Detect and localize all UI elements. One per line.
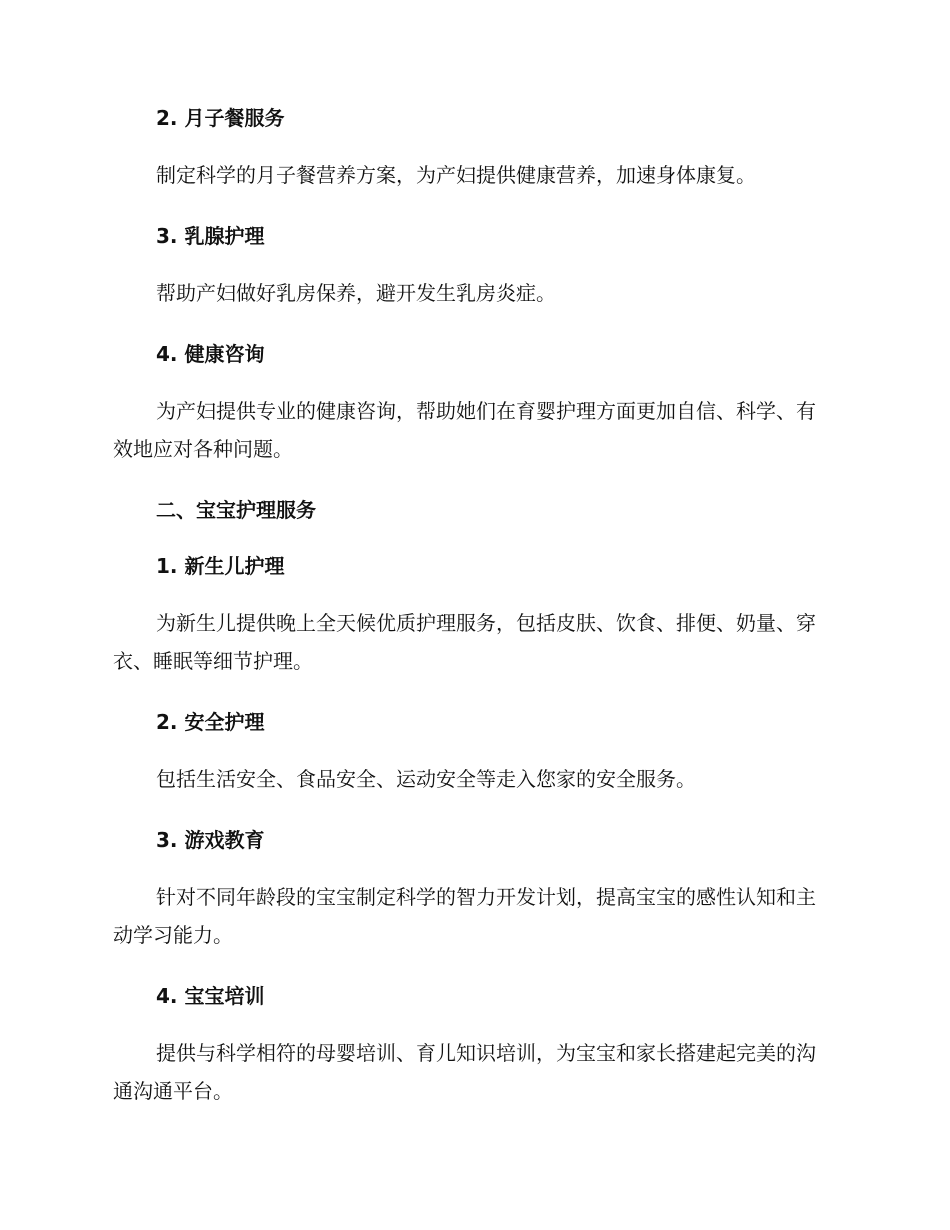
- section-heading-game-education: 3. 游戏教育: [156, 828, 265, 852]
- section-paragraph-breast-care: 帮助产妇做好乳房保养，避开发生乳房炎症。: [156, 281, 556, 305]
- section-heading-health-consult: 4. 健康咨询: [156, 342, 265, 366]
- section-paragraph-health-consult: 为产妇提供专业的健康咨询，帮助她们在育婴护理方面更加自信、科学、有效地应对各种问题。: [113, 399, 816, 461]
- section-heading-baby-training: 4. 宝宝培训: [156, 984, 265, 1008]
- section-paragraph-newborn-care: 为新生儿提供晚上全天候优质护理服务，包括皮肤、饮食、排便、奶量、穿衣、睡眠等细节护理。: [113, 611, 816, 673]
- section-paragraph-baby-training: 提供与科学相符的母婴培训、育儿知识培训，为宝宝和家长搭建起完美的沟通沟通平台。: [113, 1041, 816, 1103]
- section-heading-safety-care: 2. 安全护理: [156, 710, 265, 734]
- document-page: [113, 104, 835, 1110]
- section-heading-newborn-care: 1. 新生儿护理: [156, 554, 285, 578]
- section-paragraph-game-education: 针对不同年龄段的宝宝制定科学的智力开发计划，提高宝宝的感性认知和主动学习能力。: [113, 885, 816, 947]
- chapter-heading-baby-care: 二、宝宝护理服务: [156, 498, 316, 522]
- section-heading-breast-care: 3. 乳腺护理: [156, 224, 265, 248]
- section-paragraph-meal-service: 制定科学的月子餐营养方案，为产妇提供健康营养，加速身体康复。: [156, 163, 756, 187]
- section-heading-meal-service: 2. 月子餐服务: [156, 106, 285, 130]
- section-paragraph-safety-care: 包括生活安全、食品安全、运动安全等走入您家的安全服务。: [156, 767, 696, 791]
